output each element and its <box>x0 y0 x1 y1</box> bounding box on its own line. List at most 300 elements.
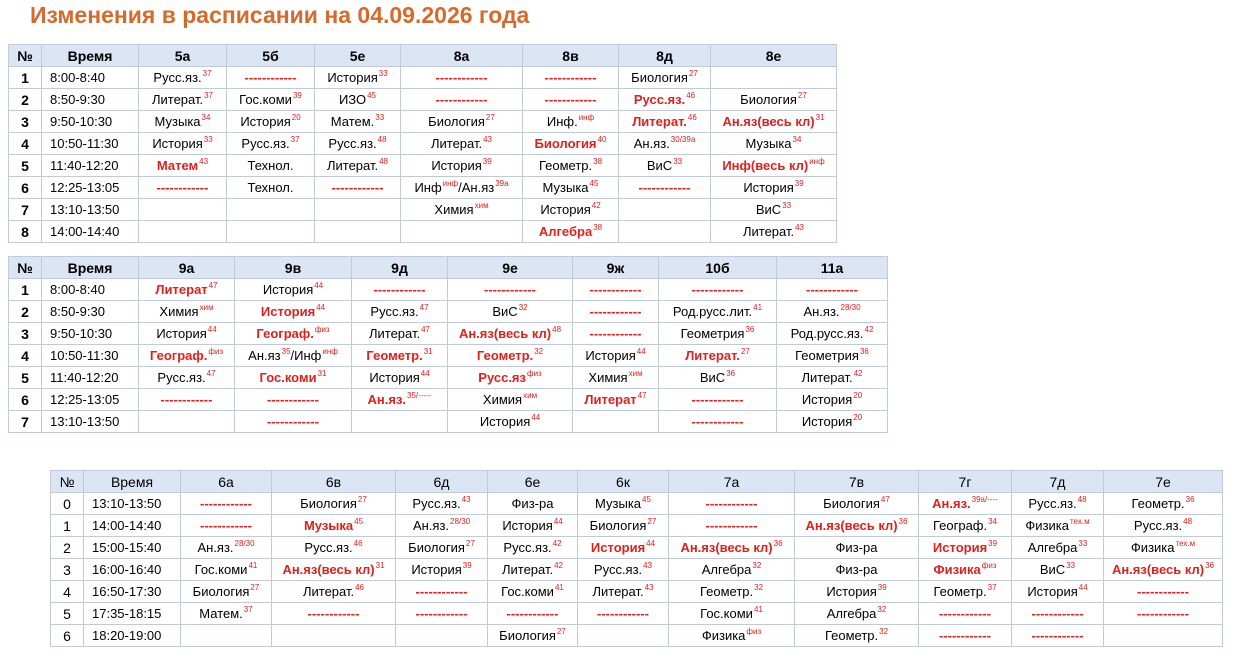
room-number-alt: инф <box>322 347 338 357</box>
room-number: 44 <box>531 413 541 423</box>
subject: Геометр. <box>1131 495 1185 511</box>
column-header: 5е <box>315 45 401 67</box>
header-row <box>9 45 837 67</box>
lesson-cell <box>669 581 795 603</box>
subject: Музыка <box>595 495 642 511</box>
table-row <box>9 221 837 243</box>
lesson-cell <box>235 367 352 389</box>
lesson-cell <box>352 389 448 411</box>
subject: История <box>369 369 420 385</box>
room-number: хим <box>199 303 214 313</box>
lesson-time: 13:10-13:50 <box>42 199 139 221</box>
lesson-time: 15:00-15:40 <box>84 537 181 559</box>
room-number: хим <box>474 201 489 211</box>
room-number: 39 <box>462 561 472 571</box>
lesson-cell <box>448 367 573 389</box>
room-number: 28/30 <box>234 539 255 549</box>
lesson-cell <box>448 323 573 345</box>
subject: Геометр. <box>366 347 423 363</box>
subject: Физика <box>701 627 746 643</box>
subject: ------------ <box>589 325 642 341</box>
subject: ------------ <box>435 91 488 107</box>
lesson-cell <box>448 389 573 411</box>
room-number: 42 <box>554 561 564 571</box>
lesson-cell <box>181 581 272 603</box>
subject: Алгебра <box>1027 539 1078 555</box>
subject: ------------ <box>589 303 642 319</box>
subject: ВиС <box>492 303 518 319</box>
lesson-cell <box>227 89 315 111</box>
subject: Род.русс.яз. <box>790 325 864 341</box>
room-number: тех.м <box>1070 517 1090 527</box>
lesson-cell <box>659 301 777 323</box>
subject: Ан.яз(весь кл) <box>458 325 552 341</box>
lesson-time: 8:50-9:30 <box>42 89 139 111</box>
subject: Геометрия <box>795 347 859 363</box>
subject: Физ-ра <box>511 495 554 511</box>
room-number: 46 <box>353 539 363 549</box>
subject: ВиС <box>1039 561 1066 577</box>
room-number: 27 <box>647 517 657 527</box>
room-number: 27 <box>740 347 750 357</box>
subject: Русс.яз. <box>304 539 353 555</box>
subject: Русс.яз. <box>241 135 290 151</box>
lesson-cell <box>578 559 669 581</box>
room-number: 36 <box>745 325 755 335</box>
subject: ------------ <box>200 517 252 533</box>
lesson-cell <box>777 279 888 301</box>
schedule-table-grades-5-8 <box>8 44 837 243</box>
lesson-cell <box>711 133 837 155</box>
column-header: Время <box>84 471 181 493</box>
room-number: 31 <box>317 369 327 379</box>
room-number: 27 <box>797 91 807 101</box>
lesson-number: 2 <box>9 301 42 323</box>
subject: Музыка <box>542 179 589 195</box>
room-number: 39 <box>988 539 998 549</box>
subject: Гос.коми <box>501 583 554 599</box>
subject: ------------ <box>705 495 758 511</box>
lesson-cell <box>352 323 448 345</box>
lesson-time: 13:10-13:50 <box>42 411 139 433</box>
lesson-cell <box>659 345 777 367</box>
lesson-cell <box>573 323 659 345</box>
room-number: 42 <box>591 201 601 211</box>
lesson-cell <box>448 301 573 323</box>
room-number: инф <box>809 157 825 167</box>
lesson-cell <box>573 279 659 301</box>
subject: ------------ <box>484 281 536 297</box>
lesson-cell <box>523 111 619 133</box>
lesson-cell <box>795 559 919 581</box>
subject: ------------ <box>415 583 468 599</box>
subject: ------------ <box>160 391 213 407</box>
subject: Геометр. <box>476 347 534 363</box>
lesson-cell <box>919 537 1012 559</box>
subject: Матем. <box>330 113 375 129</box>
subject: Литерат. <box>592 583 644 599</box>
subject: Ан.яз. <box>412 517 450 533</box>
column-header: 8а <box>401 45 523 67</box>
subject: Ан.яз(весь кл) <box>680 539 773 555</box>
subject: История <box>260 303 316 319</box>
lesson-cell <box>401 177 523 199</box>
lesson-cell <box>488 515 578 537</box>
lesson-cell <box>401 89 523 111</box>
lesson-cell <box>139 301 235 323</box>
table-row <box>9 133 837 155</box>
lesson-cell <box>352 345 448 367</box>
subject: Алгебра <box>701 561 752 577</box>
room-number: 46 <box>687 113 697 123</box>
lesson-cell <box>315 111 401 133</box>
column-header: 9а <box>139 257 235 279</box>
lesson-cell <box>139 279 235 301</box>
room-number: 20 <box>853 391 863 401</box>
room-number: 32 <box>518 303 528 313</box>
room-number: 37 <box>243 605 253 615</box>
lesson-cell <box>1012 537 1104 559</box>
subject: ------------ <box>415 605 468 621</box>
room-number: 32 <box>534 347 544 357</box>
subject: Русс.яз. <box>412 495 461 511</box>
column-header: 5а <box>139 45 227 67</box>
lesson-cell <box>396 625 488 647</box>
subject: Биология <box>192 583 250 599</box>
lesson-cell <box>619 221 711 243</box>
subject: Биология <box>823 495 880 511</box>
subject: Литерат. <box>742 223 795 239</box>
subject: Физика <box>1025 517 1069 533</box>
subject: Физ-ра <box>835 561 878 577</box>
room-number: 45 <box>367 91 377 101</box>
room-number: 42 <box>864 325 874 335</box>
room-number: 30/39а <box>670 135 696 145</box>
subject: ВиС <box>646 157 673 173</box>
subject: ------------ <box>638 179 691 195</box>
room-number: 27 <box>688 69 698 79</box>
lesson-cell <box>523 155 619 177</box>
subject: История <box>240 113 291 129</box>
lesson-time: 11:40-12:20 <box>42 367 139 389</box>
subject: ВиС <box>699 369 726 385</box>
lesson-cell <box>1104 581 1223 603</box>
subject: Биология <box>740 91 797 107</box>
lesson-cell <box>401 67 523 89</box>
subject: ------------ <box>156 179 209 195</box>
subject-alt: /Ан.яз <box>458 179 495 195</box>
subject: Технол. <box>247 179 294 195</box>
room-number: 35 <box>281 347 291 357</box>
subject: ------------ <box>373 281 426 297</box>
lesson-cell <box>919 603 1012 625</box>
subject: Гос.коми <box>700 605 753 621</box>
lesson-cell <box>401 221 523 243</box>
column-header: 10б <box>659 257 777 279</box>
column-header: 9д <box>352 257 448 279</box>
lesson-number: 5 <box>51 603 84 625</box>
subject: Ан.яз(весь кл) <box>805 517 898 533</box>
lesson-cell <box>578 515 669 537</box>
room-number: 40 <box>597 135 607 145</box>
lesson-cell <box>488 603 578 625</box>
subject: ------------ <box>691 391 744 407</box>
room-number: 47 <box>421 325 431 335</box>
room-number: 44 <box>1078 583 1088 593</box>
lesson-cell <box>272 515 396 537</box>
room-number: 43 <box>461 495 471 505</box>
column-header: 6д <box>396 471 488 493</box>
subject: Русс.яз. <box>593 561 643 577</box>
room-number: 38 <box>593 223 603 233</box>
subject: Матем <box>156 157 199 173</box>
subject: Литерат <box>155 281 208 297</box>
subject: Инф <box>414 179 442 195</box>
subject: История <box>826 583 877 599</box>
lesson-cell <box>578 537 669 559</box>
lesson-time: 9:50-10:30 <box>42 323 139 345</box>
table-row <box>9 155 837 177</box>
lesson-time: 14:00-14:40 <box>84 515 181 537</box>
room-number: 32 <box>754 583 764 593</box>
subject: Русс.яз. <box>1133 517 1183 533</box>
subject: ------------ <box>267 413 319 429</box>
column-header: 7в <box>795 471 919 493</box>
lesson-cell <box>619 177 711 199</box>
room-number: 47 <box>419 303 429 313</box>
room-number: 36 <box>898 517 908 527</box>
subject: История <box>327 69 378 85</box>
lesson-cell <box>777 345 888 367</box>
lesson-cell <box>139 177 227 199</box>
table-row <box>9 199 837 221</box>
room-number: 31 <box>423 347 433 357</box>
subject: История <box>479 413 531 429</box>
column-header: 11а <box>777 257 888 279</box>
subject: Геометр. <box>933 583 987 599</box>
room-number: 39 <box>482 157 492 167</box>
subject: ИЗО <box>338 91 367 107</box>
lesson-cell <box>396 515 488 537</box>
lesson-cell <box>573 301 659 323</box>
subject: Алгебра <box>538 223 593 239</box>
lesson-cell <box>139 111 227 133</box>
subject: Ан.яз. <box>367 391 407 407</box>
room-number: 43 <box>483 135 493 145</box>
room-number: 32 <box>879 627 889 637</box>
lesson-cell <box>659 389 777 411</box>
schedule-table-grades-9-11 <box>8 256 888 433</box>
column-header: 6е <box>488 471 578 493</box>
lesson-cell <box>227 177 315 199</box>
room-number: 37 <box>290 135 300 145</box>
room-number: 20 <box>853 413 863 423</box>
lesson-cell <box>573 367 659 389</box>
subject: Биология <box>300 495 357 511</box>
lesson-cell <box>619 111 711 133</box>
subject: Химия <box>434 201 474 217</box>
lesson-cell <box>1104 603 1223 625</box>
room-number: 32 <box>877 605 887 615</box>
room-number: 44 <box>314 281 324 291</box>
lesson-cell <box>396 581 488 603</box>
column-header: № <box>9 257 42 279</box>
subject: Ан.яз <box>248 347 281 363</box>
lesson-number: 5 <box>9 155 42 177</box>
lesson-cell <box>139 323 235 345</box>
lesson-cell <box>139 367 235 389</box>
room-number: 34 <box>201 113 211 123</box>
lesson-cell <box>795 625 919 647</box>
table-row <box>9 301 888 323</box>
lesson-cell <box>448 345 573 367</box>
column-header: 6в <box>272 471 396 493</box>
subject: Гос.коми <box>259 369 317 385</box>
room-number: 48 <box>379 157 389 167</box>
subject: История <box>152 135 203 151</box>
subject: Гос.коми <box>194 561 248 577</box>
lesson-cell <box>619 67 711 89</box>
lesson-number: 7 <box>9 411 42 433</box>
room-number: 39а/---- <box>971 495 998 505</box>
column-header: № <box>51 471 84 493</box>
room-number: 48 <box>377 135 387 145</box>
room-number: 45 <box>354 517 364 527</box>
lesson-cell <box>352 367 448 389</box>
lesson-cell <box>396 537 488 559</box>
lesson-cell <box>272 537 396 559</box>
subject: История <box>585 347 636 363</box>
room-number: 42 <box>552 539 562 549</box>
subject: ------------ <box>506 605 559 621</box>
subject: Физ-ра <box>835 539 878 555</box>
lesson-time: 10:50-11:30 <box>42 345 139 367</box>
column-header: 9ж <box>573 257 659 279</box>
subject: История <box>411 561 462 577</box>
lesson-cell <box>711 221 837 243</box>
lesson-cell <box>669 515 795 537</box>
room-number: 31 <box>815 113 825 123</box>
subject: Русс.яз. <box>328 135 377 151</box>
column-header: 8е <box>711 45 837 67</box>
lesson-number: 4 <box>51 581 84 603</box>
subject: ------------ <box>435 69 488 85</box>
lesson-cell <box>711 199 837 221</box>
room-number: 44 <box>420 369 430 379</box>
subject: Геометр. <box>538 157 593 173</box>
subject: Русс.яз <box>478 369 526 385</box>
lesson-time: 16:50-17:30 <box>84 581 181 603</box>
lesson-cell <box>919 493 1012 515</box>
room-number: физ <box>981 561 997 571</box>
lesson-cell <box>1012 515 1104 537</box>
subject-alt: /Инф <box>290 347 322 363</box>
lesson-number: 6 <box>9 177 42 199</box>
column-header: 9в <box>235 257 352 279</box>
lesson-cell <box>711 89 837 111</box>
lesson-cell <box>235 389 352 411</box>
lesson-number: 1 <box>9 67 42 89</box>
subject: Музыка <box>154 113 201 129</box>
lesson-cell <box>488 493 578 515</box>
lesson-cell <box>139 389 235 411</box>
subject: Геометр. <box>824 627 879 643</box>
column-header: 7д <box>1012 471 1104 493</box>
subject: Литерат. <box>151 91 204 107</box>
lesson-cell <box>315 177 401 199</box>
lesson-cell <box>619 89 711 111</box>
subject: Русс.яз. <box>1028 495 1077 511</box>
subject: ------------ <box>691 281 744 297</box>
subject: Алгебра <box>826 605 877 621</box>
lesson-cell <box>227 199 315 221</box>
room-number: 44 <box>316 303 326 313</box>
lesson-number: 6 <box>51 625 84 647</box>
lesson-cell <box>401 111 523 133</box>
subject: ------------ <box>1137 605 1189 621</box>
lesson-cell <box>235 301 352 323</box>
room-number: физ <box>746 627 762 637</box>
room-number: физ <box>208 347 224 357</box>
subject: Биология <box>534 135 597 151</box>
subject: ------------ <box>589 281 642 297</box>
table-row <box>9 323 888 345</box>
lesson-number: 6 <box>9 389 42 411</box>
lesson-cell <box>181 537 272 559</box>
room-number: 28/30 <box>450 517 471 527</box>
lesson-time: 11:40-12:20 <box>42 155 139 177</box>
room-number: 28/30 <box>840 303 861 313</box>
lesson-number: 4 <box>9 133 42 155</box>
subject: Химия <box>588 369 628 385</box>
lesson-time: 17:35-18:15 <box>84 603 181 625</box>
room-number: 34 <box>792 135 802 145</box>
column-header: 7г <box>919 471 1012 493</box>
lesson-cell <box>1012 625 1104 647</box>
lesson-cell <box>315 221 401 243</box>
column-header: Время <box>42 257 139 279</box>
subject: Биология <box>428 113 485 129</box>
subject: История <box>540 201 591 217</box>
column-header: 6а <box>181 471 272 493</box>
lesson-cell <box>488 559 578 581</box>
subject: ------------ <box>544 91 597 107</box>
lesson-cell <box>235 345 352 367</box>
table-row <box>51 515 1223 537</box>
room-number: 33 <box>1066 561 1076 571</box>
lesson-cell <box>795 515 919 537</box>
table-row <box>9 389 888 411</box>
subject: Литерат. <box>430 135 483 151</box>
lesson-cell <box>181 603 272 625</box>
lesson-cell <box>619 133 711 155</box>
lesson-cell <box>235 411 352 433</box>
lesson-cell <box>401 133 523 155</box>
subject: История <box>431 157 482 173</box>
lesson-cell <box>919 515 1012 537</box>
subject: ------------ <box>1031 605 1084 621</box>
lesson-number: 2 <box>51 537 84 559</box>
page-title: Изменения в расписании на 04.09.2026 года <box>30 2 530 28</box>
lesson-cell <box>669 603 795 625</box>
room-number: 33 <box>375 113 385 123</box>
lesson-number: 0 <box>51 493 84 515</box>
lesson-cell <box>227 155 315 177</box>
table-row <box>51 581 1223 603</box>
subject: ------------ <box>806 281 858 297</box>
lesson-cell <box>315 199 401 221</box>
subject: История <box>262 281 314 297</box>
